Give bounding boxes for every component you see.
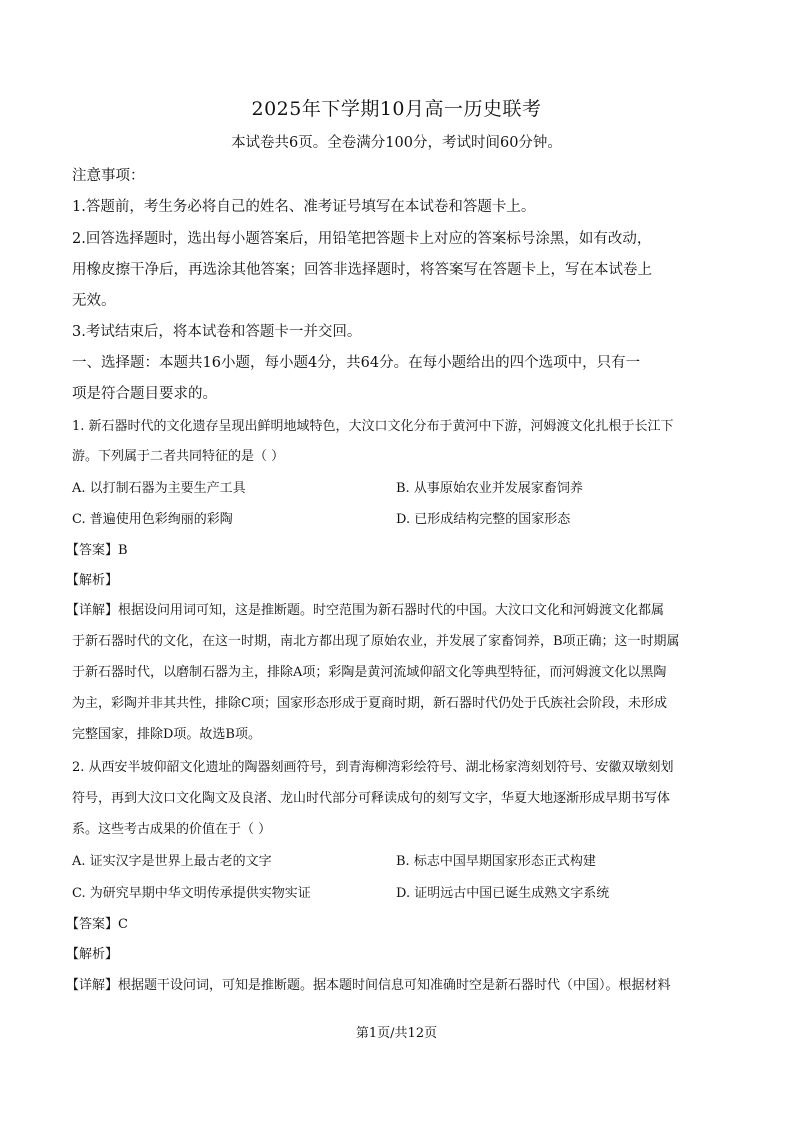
section-heading-line-2: 项是符合题目要求的。 (72, 386, 217, 402)
section-heading-line-1: 一、选择题：本题共16小题，每小题4分，共64分。在每小题给出的四个选项中，只有一 (72, 355, 641, 371)
notice-item-2-line-2: 用橡皮擦干净后，再选涂其他答案；回答非选择题时，将答案写在答题卡上，写在本试卷上 (72, 262, 652, 278)
q1-detail-line-4: 为主，彩陶并非其共性，排除C项；国家形态形成于夏商时期，新石器时代仍处于氏族社会阶段，未形成 (72, 696, 667, 711)
q2-option-c: C. 为研究早期中华文明传承提供实物实证 (72, 886, 311, 901)
q2-option-a: A. 证实汉字是世界上最古老的文字 (72, 854, 272, 869)
notice-heading: 注意事项： (72, 168, 145, 184)
q2-option-b: B. 标志中国早期国家形态正式构建 (396, 854, 596, 869)
q1-detail-line-2: 于新石器时代的文化，在这一时期，南北方都出现了原始农业，并发展了家畜饲养，B项正确；这一时期属 (72, 634, 680, 649)
q2-option-d: D. 证明远古中国已诞生成熟文字系统 (396, 886, 610, 901)
notice-item-3: 3.考试结束后，将本试卷和答题卡一并交回。 (72, 324, 362, 340)
q1-analysis-label: 【解析】 (66, 573, 119, 588)
q1-detail-line-3: 于新石器时代，以磨制石器为主，排除A项；彩陶是黄河流域仰韶文化等典型特征，而河姆渡文化以黑陶 (72, 665, 667, 680)
q1-detail-line-1: 【详解】根据设问用词可知，这是推断题。时空范围为新石器时代的中国。大汶口文化和河姆渡文化都属 (66, 603, 665, 618)
q2-analysis-label: 【解析】 (66, 947, 119, 962)
q2-detail-line-1: 【详解】根据题干设问词，可知是推断题。据本题时间信息可知准确时空是新石器时代（中国）。根据材料 (66, 978, 671, 993)
q2-stem-line-2: 符号，再到大汶口文化陶文及良渚、龙山时代部分可释读成句的刻写文字，华夏大地逐渐形成早期书写体 (72, 791, 671, 806)
q1-answer: 【答案】B (66, 543, 128, 558)
page-number: 第1页/共12页 (355, 1026, 438, 1041)
q2-stem-line-1: 2. 从西安半坡仰韶文化遗址的陶器刻画符号，到青海柳湾彩绘符号、湖北杨家湾刻划符号、安徽双墩刻划 (72, 760, 674, 775)
page-title: 2025年下学期10月高一历史联考 (251, 98, 542, 120)
exam-info: 本试卷共6页。全卷满分100分，考试时间60分钟。 (231, 135, 562, 151)
q1-option-a: A. 以打制石器为主要生产工具 (72, 481, 246, 496)
q2-answer: 【答案】C (66, 917, 128, 932)
q1-stem-line-1: 1. 新石器时代的文化遗存呈现出鲜明地域特色，大汶口文化分布于黄河中下游，河姆渡文化扎根于长江下 (72, 419, 674, 434)
q1-detail-line-5: 完整国家，排除D项。故选B项。 (72, 727, 261, 742)
q2-stem-line-3: 系。这些考古成果的价值在于（ ） (72, 822, 272, 837)
notice-item-2-line-3: 无效。 (72, 293, 116, 309)
q1-option-c: C. 普遍使用色彩绚丽的彩陶 (72, 512, 233, 527)
notice-item-1: 1.答题前，考生务必将自己的姓名、准考证号填写在本试卷和答题卡上。 (72, 199, 536, 215)
q1-option-b: B. 从事原始农业并发展家畜饲养 (396, 481, 583, 496)
q1-stem-line-2: 游。下列属于二者共同特征的是（ ） (72, 449, 285, 464)
notice-item-2-line-1: 2.回答选择题时，选出每小题答案后，用铅笔把答题卡上对应的答案标号涂黑，如有改动， (72, 231, 652, 247)
q1-option-d: D. 已形成结构完整的国家形态 (396, 512, 571, 527)
